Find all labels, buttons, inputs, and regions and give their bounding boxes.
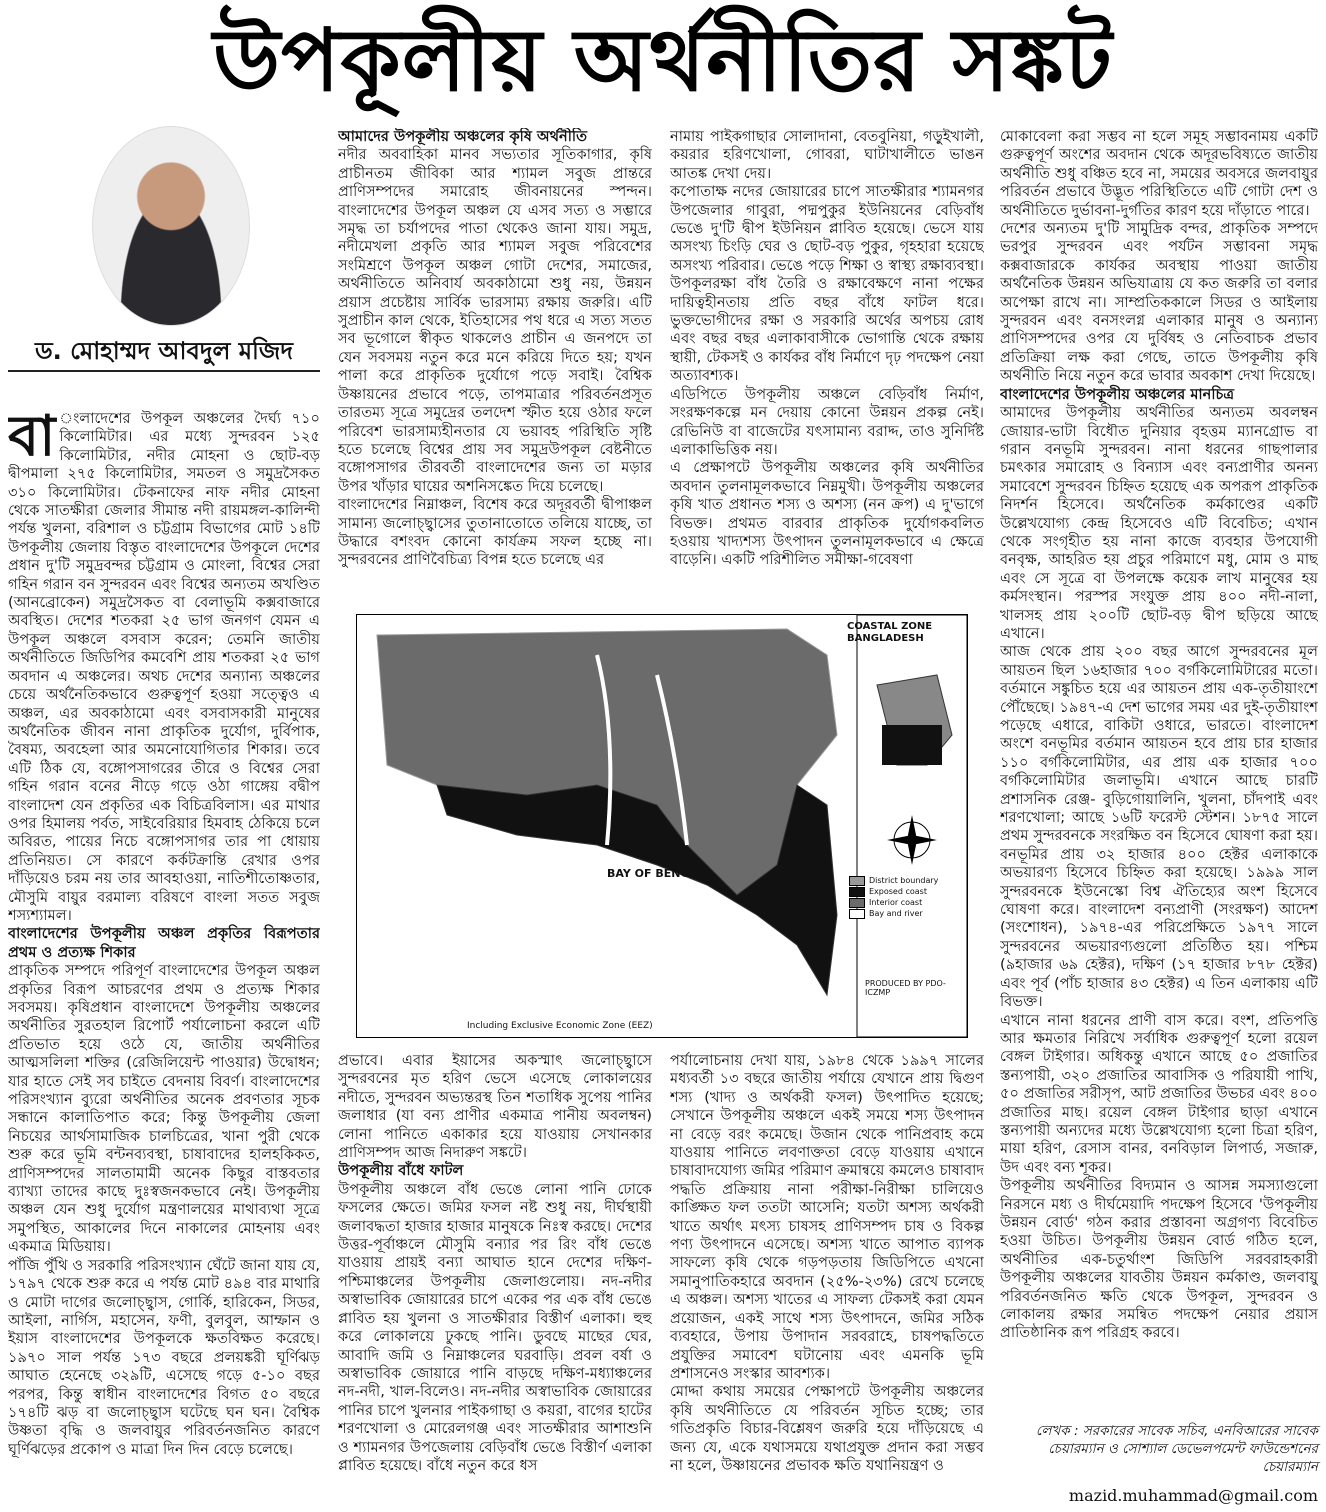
paragraph: মোদ্দা কথায় সময়ের পেক্ষাপটে উপকূলীয় অঞ্চলের কৃষি অর্থনীতিতে যে পরিবর্তন সূচিত হচ্ছে; তার গতিপ্রকৃতি বিচার-বিশ্লেষণ জরুরি হয়ে দাঁড়িয়েছে এ জন্য যে, একে যথাসময়ে যথাপ্রযুক্ত প্রদান করা সম্ভব না হলে, উষ্ণায়নের প্রভাবক ক্ষতি যথানিয়ন্ত্রণ ও [670,1383,984,1474]
legend-swatch [849,887,865,897]
legend-item [849,908,959,919]
subheading: উপকূলীয় বাঁধে ফাটল [338,1162,464,1180]
paragraph: উপকূলীয় অর্থনীতির বিদ্যমান ও আসন্ন সমস্যাগুলো নিরসনে মধ্য ও দীর্ঘমেয়াদি পদক্ষেপ হিসেবে 'উপকূলীয় উন্নয়ন বোর্ড' গঠন করার প্রস্তাবনা অগ্রগণ্য বিবেচিত হওয়া উচিত। উপকূলীয় উন্নয়ন বোর্ড গঠিত হলে, অর্থনীতির এক-চতুর্থাংশ জিডিপি সরবরাহকারী উপকূলীয় অঞ্চলের যাবতীয় উন্নয়ন কর্মকাণ্ড, জলবায়ু পরিবর্তনজনিত ক্ষতি থেকে উপকূল, সুন্দরবন ও লোকালয় রক্ষার সমন্বিত পদক্ষেপ নেয়ার প্রয়াস প্রাতিষ্ঠানিক রূপ পরিগ্রহ করবে। [1000,1177,1318,1342]
author-photo [92,126,250,326]
map-svg [357,615,967,1037]
paragraph: এখানে নানা ধরনের প্রাণী বাস করে। বংশ, প্রতিপত্তি আর ক্ষমতার নিরিখে সর্বাধিক গুরুত্বপূর্ণ হলো রয়েল বেঙ্গল টাইগার। অধিকন্তু এখানে আছে ৫০ প্রজাতির স্তন্যপায়ী, ৩২০ প্রজাতির আবাসিক ও পরিযায়ী পাখি, ৫০ প্রজাতির সরীসৃপ, আট প্রজাতির উভচর এবং ৪০০ প্রজাতির মাছ। রয়েল বেঙ্গল টাইগার ছাড়া এখানে স্তন্যপায়ী অন্যদের মধ্যে উল্লেখযোগ্য হলো চিত্রা হরিণ, মায়া হরিণ, রেসাস বানর, বনবিড়াল লিপার্ড, সজারু, উদ এবং বন্য শূকর। [1000,1011,1318,1176]
column-2-lower [338,1052,652,1507]
paragraph: উপকূলীয় অঞ্চলে বাঁধ ভেঙে লোনা পানি ঢোকে ফসলের ক্ষেতে। জমির ফসল নষ্ট শুধু নয়, দীর্ঘস্থায়ী জলাবদ্ধতা হাজার হাজার মানুষকে নিঃস্ব করছে। দেশের উত্তর-পূর্বাঞ্চলে মৌসুমি বন্যার পর রিং বাঁধ ভেঙে যাওয়ায় প্রায়ই বন্যা আঘাত হানে দেশের দক্ষিণ-পশ্চিমাঞ্চলের উপকূলীয় জেলাগুলোয়। নদ-নদীর অস্বাভাবিক জোয়ারের চাপে একের পর এক বাঁধ ভেঙে প্লাবিত হয় খুলনা ও সাতক্ষীরার বিস্তীর্ণ এলাকা। হুহু করে লোকালয়ে ঢুকছে পানি। ডুবছে মাছের ঘের, আবাদি জমি ও নিম্নাঞ্চলের ঘরবাড়ি। প্রবল বর্ষা ও অস্বাভাবিক জোয়ারে পানি বাড়ছে দক্ষিণ-মধ্যাঞ্চলের নদ-নদী, খাল-বিলেও। নদ-নদীর অস্বাভাবিক জোয়ারের পানির চাপে খুলনার পাইকগাছা ও কয়রা, বাগের হাটের শরণখোলা ও মোরেলগঞ্জ এবং সাতক্ষীরার আশাশুনি ও শ্যামনগর উপজেলায় বেড়িবাঁধ ভেঙে বিস্তীর্ণ এলাকা প্লাবিত হয়েছে। বাঁধে নতুন করে ধস [338,1180,652,1474]
map-note: Including Exclusive Economic Zone (EEZ) [467,1021,653,1031]
paragraph: এ প্রেক্ষাপটে উপকূলীয় অঞ্চলের কৃষি অর্থনীতির অবদান তুলনামূলকভাবে নিম্নমুখী। উপকূলীয় অঞ্চলের কৃষি খাত প্রধানত শস্য ও অশস্য (নন ক্রপ) এ দু'ভাগে বিভক্ত। প্রথমত বারবার প্রাকৃতিক দুর্যোগকবলিত হওয়ায় খাদ্যশস্য উৎপাদন তুলনামূলকভাবে এ ক্ষেত্রে বাড়েনি। একটি পরিশীলিত সমীক্ষা-গবেষণা [670,459,984,569]
column-1 [8,410,320,1505]
legend-swatch [849,909,865,919]
legend-label: Interior coast [869,898,923,907]
paragraph: নামায় পাইকগাছার সোলাদানা, বেতবুনিয়া, গড়ুইখালী, কয়রার হরিণখোলা, গোবরা, ঘাটাখালীতে ভাঙন আতঙ্ক দেখা দেয়। [670,128,984,182]
column-4 [1000,128,1318,1500]
paragraph: আমাদের উপকূলীয় অর্থনীতির অন্যতম অবলম্বন জোয়ার-ভাটা বিধৌত দুনিয়ার বৃহত্তম ম্যানগ্রোভ বা গরান বনভূমি সুন্দরবন। নানা ধরনের গাছপালার চমৎকার সমারোহ ও বিন্যাস এবং বন্যপ্রাণীর অনন্য সমাবেশে সুন্দরবন চিহ্নিত হয়েছে এক অপরূপ প্রাকৃতিক নিদর্শন হিসেবে। অর্থনৈতিক কর্মকাণ্ডের একটি উল্লেখযোগ্য কেন্দ্র হিসেবেও এটি বিবেচিত; এখান থেকে সংগৃহীত হয় নানা কাজে ব্যবহার উপযোগী বনবৃক্ষ, আহরিত হয় প্রচুর পরিমাণে মধু, মোম ও মাছ এবং সে সূত্রে বা উপলক্ষে কয়েক লাখ মানুষের হয় কর্মসংস্থান। পরস্পর সংযুক্ত প্রায় ৪০০ নদী-নালা, খালসহ প্রায় ২০০টি ছোট-বড় দ্বীপ ছড়িয়ে আছে এখানে। [1000,404,1318,642]
subheading: আমাদের উপকূলীয় অঞ্চলের কৃষি অর্থনীতি [338,128,588,145]
column-3-lower [670,1052,984,1507]
paragraph: ংলাদেশের উপকূল অঞ্চলের দৈর্ঘ্য ৭১০ কিলোমিটার। এর মধ্যে সুন্দরবন ১২৫ কিলোমিটার, নদীর মোহনা ও ছোট-বড় দ্বীপমালা ২৭৫ কিলোমিটার, সমতল ও সমুদ্রসৈকত ৩১০ কিলোমিটার। টেকনাফের নাফ নদীর মোহনা থেকে সাতক্ষীরা জেলার সীমান্ত নদী রায়মঙ্গল-কালিন্দী পর্যন্ত খুলনা, বরিশাল ও চট্টগ্রাম বিভাগের মোট ১৪টি উপকূলীয় জেলায় বিস্তৃত বাংলাদেশের উপকূলে দেশের প্রধান দু'টি সমুদ্রবন্দর চট্টগ্রাম ও মোংলা, বিশ্বের সেরা গহিন গরান বন সুন্দরবন এবং বিশ্বের অন্যতম অখণ্ডিত (আনব্রোকেন) সমুদ্রসৈকত বা বেলাভূমি কক্সবাজারে অবস্থিত। দেশের শতকরা ২৫ ভাগ জনগণ যেমন এ উপকূল অঞ্চলে বসবাস করেন; তেমনি জাতীয় অর্থনীতিতে জিডিপির কমবেশি প্রায় শতকরা ২৫ ভাগ অবদান এ অঞ্চলের। অথচ দেশের অন্যান্য অঞ্চলের চেয়ে অর্থনৈতিকভাবে গুরুত্বপূর্ণ হওয়া সত্ত্বেও এ অঞ্চল, এর অবকাঠামো এবং বসবাসকারী মানুষের অর্থনৈতিক জীবন নানা প্রাকৃতিক দুর্যোগ, দুর্বিপাক, বৈষম্য, অবহেলা আর অমনোযোগিতার শিকার। তবে এটি ঠিক যে, বঙ্গোপসাগরের তীরে ও বিশ্বের সেরা গহিন গরান বনের নীড়ে গড়ে ওঠা গাঙ্গেয় বদ্বীপ বাংলাদেশ যেন প্রকৃতির এক বিচিত্রবিলাস। এর মাথার ওপর হিমালয় পর্বত, সাইবেরিয়ার হিমবাহ ঠেকিয়ে চলে অবিরত, পায়ের নিচে বঙ্গোপসাগর তার পা ধোয়ায় প্রতিনিয়ত। সে কারণে কর্কটক্রান্তি রেখার ওপর দাঁড়িয়েও চরম নয় তার আবহাওয়া, নাতিশীতোষ্ণতার, মৌসুমি বায়ুর বরমাল্য বরিষণে বাংলা সতত সবুজ শস্যশ্যামল। [8,410,320,924]
legend-swatch [849,898,865,908]
subheading: বাংলাদেশের উপকূলীয় অঞ্চল প্রকৃতির বিরূপতার প্রথম ও প্রত্যক্ষ শিকার [8,925,320,961]
legend-label: District boundary [869,876,939,885]
legend-label: Exposed coast [869,887,927,896]
paragraph: কপোতাক্ষ নদের জোয়ারের চাপে সাতক্ষীরার শ্যামনগর উপজেলার গাবুরা, পদ্মপুকুর ইউনিয়নের বেড়িবাঁধ ভেঙে দু'টি দ্বীপ ইউনিয়ন প্লাবিত হয়েছে। ভেসে যায় অসংখ্য চিংড়ি ঘের ও ছোট-বড় পুকুর, গৃহহারা হয়েছে অসংখ্য পরিবার। ভেঙে পড়ে শিক্ষা ও স্বাস্থ্য রক্ষাব্যবস্থা। উপকূলরক্ষা বাঁধ তৈরি ও রক্ষাবেক্ষণে নানা পক্ষের দায়িত্বহীনতায় প্রতি বছর বাঁধে ফাটল ধরে। ভুক্তভোগীদের রক্ষা ও সরকারি অর্থের অপচয় রোধ এবং বছর বছর এলাকাবাসীকে ভোগান্তি থেকে রক্ষায় স্থায়ী, টেকসই ও কার্যকর বাঁধ নির্মাণে দৃঢ় পদক্ষেপ নেয়া অত্যাবশ্যক। [670,183,984,385]
paragraph: দেশের অন্যতম দু'টি সামুদ্রিক বন্দর, প্রাকৃতিক সম্পদে ভরপুর সুন্দরবন এবং পর্যটন সম্ভাবনা সমৃদ্ধ কক্সবাজারকে কার্যকর অবস্থায় পাওয়া জাতীয় অর্থনৈতিক উন্নয়ন অভিযাত্রায় যে কত জরুরি তা বলার অপেক্ষা রাখে না। সাম্প্রতিককালে সিডর ও আইলায় সুন্দরবন এবং বনসংলগ্ন এলাকার মানুষ ও অন্যান্য প্রাণিসম্পদের ওপর যে দুর্বিষহ ও নেতিবাচক প্রভাব প্রতিক্রিয়া লক্ষ করা গেছে, তাতে উপকূলীয় কৃষি অর্থনীতি নিয়ে নতুন করে ভাবার অবকাশ দেখা দিয়েছে। [1000,220,1318,385]
paragraph: প্রাকৃতিক সম্পদে পরিপূর্ণ বাংলাদেশের উপকূল অঞ্চল প্রকৃতির বিরূপ আচরণের প্রথম ও প্রত্যক্ষ শিকার সবসময়। কৃষিপ্রধান বাংলাদেশে উপকূলীয় অঞ্চলের অর্থনীতির সুরতহাল রিপোর্ট পর্যালোচনা করলে এটি প্রতিভাত হয়ে ওঠে যে, জাতীয় অর্থনীতির আত্মসলিলা শক্তির (রেজিলিয়েন্ট পাওয়ার) উদ্বোধন; যার হাতে সেই সব চাইতে বেদনায় বিবর্ণ। বাংলাদেশের পরিসংখ্যান ব্যুরো অর্থনীতির অনেক প্রবণতার সূচক সন্ধানে কালাতিপাত করে; কিন্তু উপকূলীয় জেলা নিচয়ের আর্থসামাজিক চালচিত্রের, খানা পুরী থেকে শুরু করে ভূমি বন্টনব্যবস্থা, চাষাবাদের হালহকিকত, প্রাণিসম্পদের সালতামামী অনেক কিছুর বাস্তবতার ব্যাখ্যা তাদের কাছে দুঃস্বজনকভাবে নেই। উপকূলীয় অঞ্চল যেন শুধু দুর্যোগ মন্ত্রণালয়ের মাথাব্যথা সূত্রে সমুপস্থিত, আকালের দিনে নাকালের মোহনায় এবং একমাত্র মিডিয়ায়। [8,962,320,1256]
legend-item [849,875,959,886]
bay-label: BAY OF BENGAL [607,867,705,880]
paragraph: মোকাবেলা করা সম্ভব না হলে সমূহ সম্ভাবনাময় একটি গুরুত্বপূর্ণ অংশের অবদান থেকে অদূরভবিষ্যতে জাতীয় অর্থনীতি শুধু বঞ্চিত হবে না, সময়ের অবসরে জলবায়ুর পরিবর্তন প্রভাবে উদ্ভূত পরিস্থিতিতে এটি গোটা দেশ ও অর্থনীতিতে দুর্ভাবনা-দুর্গতির কারণ হয়ে দাঁড়াতে পারে। [1000,128,1318,219]
paragraph: পর্যালোচনায় দেখা যায়, ১৯৮৪ থেকে ১৯৯৭ সালের মধ্যবর্তী ১৩ বছরে জাতীয় পর্যায়ে যেখানে প্রায় দ্বিগুণ শস্য (খাদ্য ও অর্থকরী ফসল) উৎপাদিত হয়েছে; সেখানে উপকূলীয় অঞ্চলে একই সময়ে শস্য উৎপাদন না বেড়ে বরং কমেছে। উজান থেকে পানিপ্রবাহ কমে যাওয়ায় পানিতে লবণাক্ততা বেড়ে যাওয়ায় এখানে চাষাবাদযোগ্য জমির পরিমাণ ক্রমান্বয়ে কমলেও চাষাবাদ পদ্ধতি প্রক্রিয়ায় নানা পরীক্ষা-নিরীক্ষা চালিয়েও কাঙ্ক্ষিত ফল ততটা আসেনি; যতটা অশস্য অর্থকরী খাতে অর্থাৎ মৎস্য চাষসহ প্রাণিসম্পদ চাষ ও বিকল্প পণ্য উৎপাদনে এসেছে। অশস্য খাতে আপাত ব্যাপক সাফল্যে কৃষি থেকে গড়পড়তায় জিডিপিতে এখনো সমানুপাতিকহারে অবদান (২৫%-২৩%) রেখে চলেছে এ অঞ্চল। অশস্য খাতের এ সাফল্য টেকসই করা যেমন প্রয়োজন, একই সাথে শস্য উৎপাদনে, জমির সঠিক ব্যবহারে, উপায় উপাদান সরবরাহে, চাষপদ্ধতিতে প্রযুক্তির সমাবেশ ঘটানোয় এবং এমনকি ভূমি প্রশাসনেও সংস্কার আবশ্যক। [670,1052,984,1382]
coastal-zone-map [356,614,968,1038]
inset-map-coast [882,725,942,765]
column-3 [670,128,984,596]
legend-item [849,886,959,897]
paragraph: বাংলাদেশের নিম্নাঞ্চল, বিশেষ করে অদূরবর্তী দ্বীপাঞ্চল সামান্য জলোচ্ছ্বাসের তুতানাতোতে তলিয়ে যাচ্ছে, তা উদ্ধারে বশংবদ কোনো কার্যক্রম সফল হচ্ছে না। সুন্দরবনের প্রাণিবৈচিত্র্য বিপন্ন হতে চলেছে এর [338,496,652,569]
legend-swatch [849,876,865,886]
paragraph: প্রভাবে। এবার ইয়াসের অকস্মাৎ জলোচ্ছ্বাসে সুন্দরবনের মৃত হরিণ ভেসে এসেছে লোকালয়ের নদীতে, সুন্দরবন অভ্যন্তরস্থ তিন শতাধিক সুপেয় পানির জলাধার (যা বন্য প্রাণীর একমাত্র পানীয় অবলম্বন) লোনা পানিতে একাকার হয়ে যাওয়ায় সেখানকার প্রাণিসম্পদ আজ নিদারুণ সঙ্কটে। [338,1052,652,1162]
paragraph: আজ থেকে প্রায় ২০০ বছর আগে সুন্দরবনের মূল আয়তন ছিল ১৬হাজার ৭০০ বর্গকিলোমিটারের মতো। বর্তমানে সঙ্কুচিত হয়ে এর আয়তন প্রায় এক-তৃতীয়াংশে পৌঁছেছে। ১৯৪৭-এ দেশ ভাগের সময় এর দুই-তৃতীয়াংশ পড়েছে এধারে, বাকিটা ওধারে, ভারতে। বাংলাদেশ অংশে বনভূমির বর্তমান আয়তন হবে প্রায় চার হাজার ১১০ বর্গকিলোমিটার, এর প্রায় এক হাজার ৭০০ বর্গকিলোমিটার জলাভূমি। এখানে আছে চারটি প্রশাসনিক রেঞ্জ- বুড়িগোয়ালিনি, খুলনা, চাঁদপাই এবং শরণখোলা; আছে ১৬টি ফরেস্ট স্টেশন। ১৮৭৫ সালে প্রথম সুন্দরবনকে সংরক্ষিত বন হিসেবে ঘোষণা করা হয়। বনভূমির প্রায় ৩২ হাজার ৪০০ হেক্টর এলাকাকে অভয়ারণ্য হিসেবে চিহ্নিত করা হয়েছে। ১৯৯৯ সাল সুন্দরবনকে ইউনেস্কো বিশ্ব ঐতিহ্যের অংশ হিসেবে ঘোষণা করে। বাংলাদেশ বন্যপ্রাণী (সংরক্ষণ) আদেশ (সংশোধন), ১৯৭৪-এর পরিপ্রেক্ষিতে ১৯৭৭ সালে সুন্দরবনের অভয়ারণ্যগুলো প্রতিষ্ঠিত হয়। পশ্চিম (৯হাজার ৬৯ হেক্টর), দক্ষিণ (১৭ হাজার ৮৭৮ হেক্টর) এবং পূর্ব (পাঁচ হাজার ৪৩ হেক্টর) এ তিন এলাকায় এটি বিভক্ত। [1000,643,1318,1011]
headline: উপকূলীয় অর্থনীতির সঙ্কট [213,10,1113,111]
column-2 [338,128,652,596]
map-producer: PRODUCED BY PDO-ICZMP [865,979,946,997]
paragraph: পাঁজি পুঁথি ও সরকারি পরিসংখ্যান ঘেঁটে জানা যায় যে, ১৭৯৭ থেকে শুরু করে এ পর্যন্ত মোট ৪৯৪ বার মাথারি ও মোটা দাগের জলোচ্ছ্বাস, গোর্কি, হারিকেন, সিডর, আইলা, নার্গিস, মহাসেন, ফণী, বুলবুল, আম্ফান ও ইয়াস বাংলাদেশের উপকূলকে ক্ষতবিক্ষত করেছে। ১৯৭০ সাল পর্যন্ত ১৭৩ বছরে প্রলয়ঙ্করী ঘূর্ণিঝড় আঘাত হেনেছে ৩২৯টি, এসেছে গড়ে ৫-১০ বছর পরপর, কিন্তু স্বাধীন বাংলাদেশের বিগত ৫০ বছরে ১৭৪টি ঝড় বা জলোচ্ছ্বাস ঘটেছে ঘন ঘন। বৈশ্বিক উষ্ণতা বৃদ্ধি ও জলবায়ুর পরিবর্তনজনিত কারণে ঘূর্ণিঝড়ের প্রকোপ ও মাত্রা দিন দিন বেড়ে চলেছে। [8,1256,320,1458]
map-title: COASTAL ZONE BANGLADESH [847,621,933,644]
author-name: ড. মোহাম্মদ আবদুল মজিদ [8,332,320,372]
paragraph: এডিপিতে উপকূলীয় অঞ্চলে বেড়িবাঁধ নির্মাণ, সংরক্ষণকল্পে মন দেয়ায় কোনো উন্নয়ন প্রকল্প নেই। রেভিনিউ বা বাজেটের যৎসামান্য বরাদ্দ, তাও সুনির্দিষ্ট এলাকাভিত্তিক নয়। [670,385,984,458]
subheading: বাংলাদেশের উপকূলীয় অঞ্চলের মানচিত্র [1000,385,1235,403]
paragraph: নদীর অববাহিকা মানব সভ্যতার সূতিকাগার, কৃষি প্রাচীনতম জীবিকা আর শ্যামল সবুজ প্রান্তরে প্রাণিসম্পদের সমারোহ জীবনায়নের স্পন্দন। বাংলাদেশের উপকূল অঞ্চল যে এসব সত্য ও সম্ভারে সমৃদ্ধ তা চর্যাপদের পাতা থেকেও জানা যায়। সমুদ্র, নদীমেখলা প্রকৃতি আর শ্যামল সবুজ পরিবেশের সংমিশ্রণে উপকূল অঞ্চল গোটা দেশের, সমাজের, অর্থনীতিতে অনিবার্য অবকাঠামো শুধু নয়, উন্নয়ন প্রয়াস প্রচেষ্টায় সার্বিক ভারসাম্য রক্ষায় জরুরি। এটি সুপ্রাচীন কাল থেকে, ইতিহাসের পথ ধরে এ সত্য সতত সব ভূগোলে স্বীকৃত থাকলেও প্রাচীন এ জনপদে তা যেন সবসময় নতুন করে মনে করিয়ে দিতে হয়; যখন পালা করে প্রাকৃতিক দুর্যোগে পড়ে সবাই। বৈশ্বিক উষ্ণায়নের প্রভাবে পড়ে, তাপমাত্রার পরিবর্তনপ্রসূত তারতম্য সূত্রে সমুদ্রের তলদেশ স্ফীত হয়ে ওঠার ফলে পরিবেশ ভারসাম্যহীনতার যে ভয়াবহ পরিস্থিতি সৃষ্টি হতে চলেছে বিশ্বের প্রায় সব সমুদ্রউপকূল বেষ্টনীতে বঙ্গোপসাগর তীরবর্তী বাংলাদেশের জন্য তা মড়ার উপর খাঁড়ার ঘায়ের অশনিসঙ্কেত দিয়ে চলেছে। [338,146,652,495]
dropcap: বা [8,410,56,469]
map-legend [849,875,959,919]
author-email[interactable]: mazid.muhammad@gmail.com [1068,1486,1318,1505]
legend-item [849,897,959,908]
legend-label: Bay and river [869,909,923,918]
author-credit: লেখক : সরকারের সাবেক সচিব, এনবিআরের সাবেক চেয়ারম্যান ও সোশ্যাল ডেভেলপমেন্ট ফাউন্ডেশনের চেয়ারম্যান [1035,1423,1318,1475]
